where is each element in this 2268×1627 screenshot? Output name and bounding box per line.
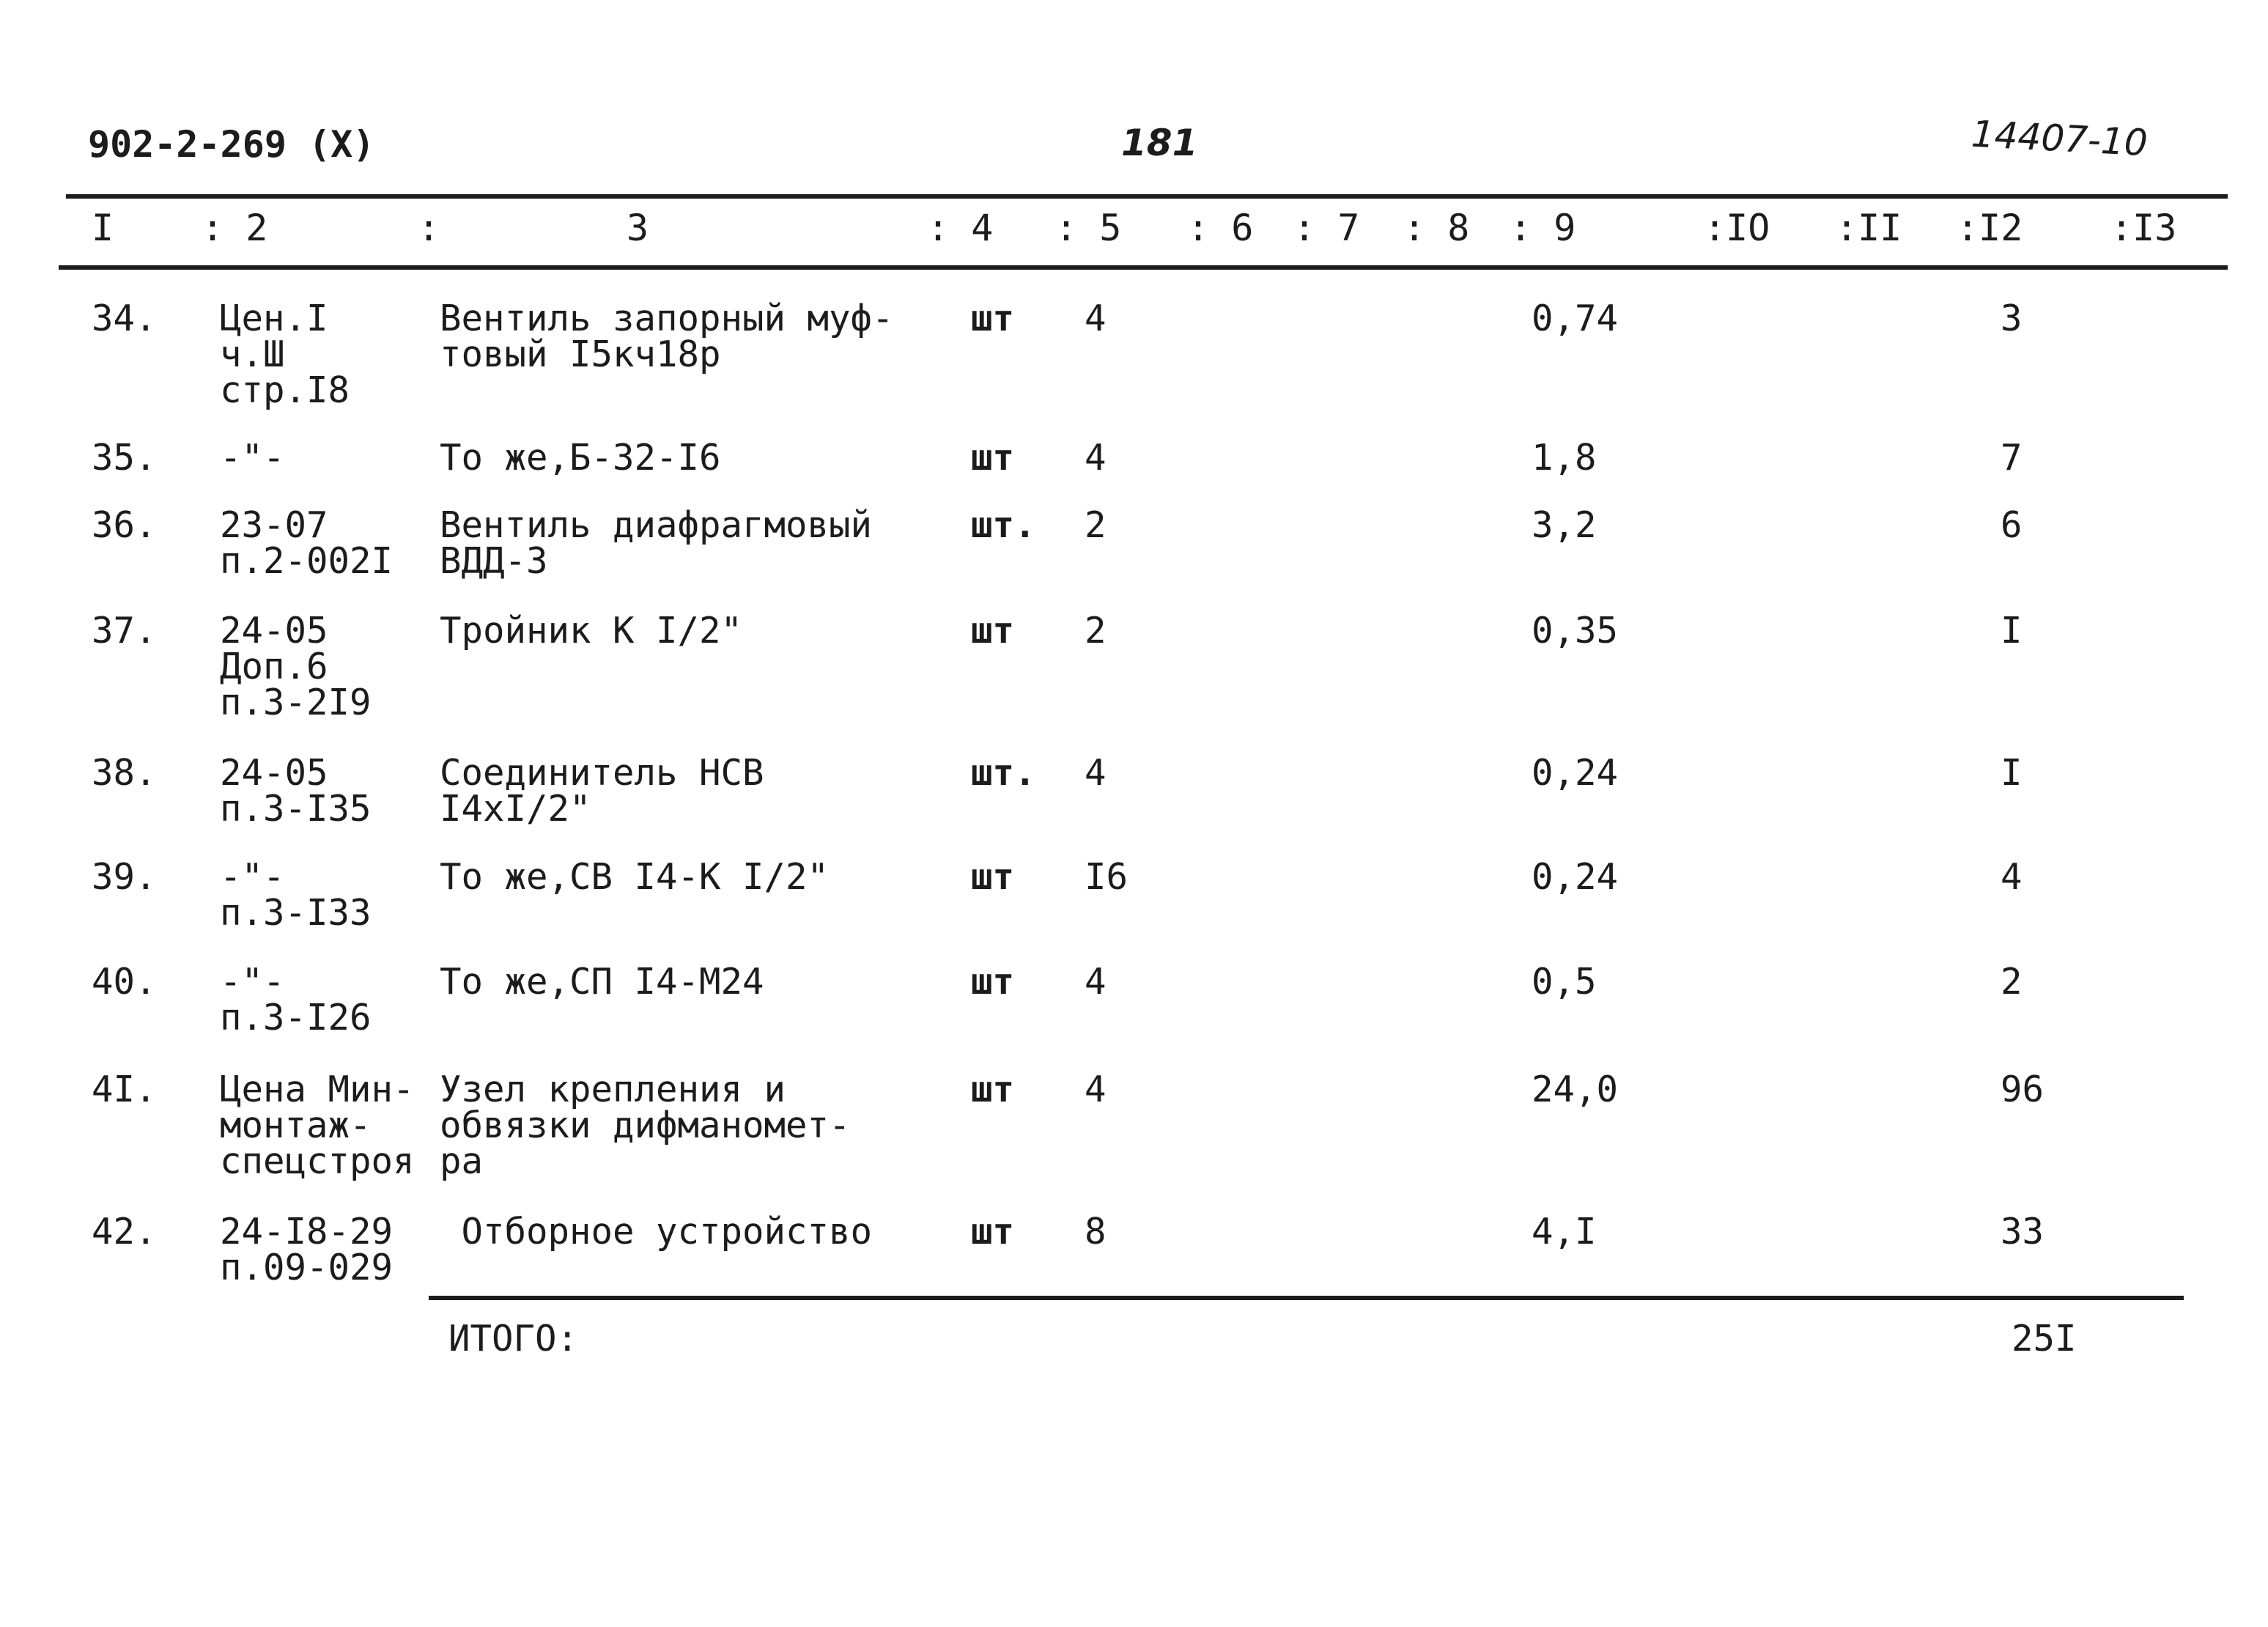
cell-price: 24,0 [1532,1069,1619,1110]
table-top-rule [66,194,2228,199]
cell-sum: 7 [2001,437,2023,479]
cell-price: 3,2 [1532,504,1597,546]
total-value: 25I [2012,1318,2077,1359]
cell-sum: 33 [2001,1211,2044,1252]
column-header: : 2 [202,207,268,249]
cell-qty: 8 [1085,1211,1107,1252]
cell-sum: 3 [2001,298,2023,339]
cell-name: То же,СП I4-М24 [440,961,764,1003]
cell-price: 4,I [1532,1211,1597,1252]
cell-price: 0,35 [1532,610,1619,652]
cell-ref: 24-05 п.3-I35 [220,752,372,830]
cell-qty: 4 [1085,961,1107,1003]
column-header: 3 [627,207,649,249]
cell-sum: 96 [2001,1069,2044,1110]
cell-sum: 6 [2001,504,2023,546]
cell-sum: I [2001,752,2023,794]
cell-unit: шт [971,610,1015,652]
column-header: : 9 [1510,207,1576,249]
cell-num: 42. [92,1211,157,1252]
page-number: 181 [1121,122,1198,164]
cell-num: 34. [92,298,157,339]
cell-price: 0,5 [1532,961,1597,1003]
cell-num: 38. [92,752,157,794]
column-header: :I3 [2110,207,2177,249]
column-header: :I2 [1957,207,2023,249]
cell-num: 39. [92,856,157,898]
total-rule [429,1296,2184,1300]
column-header: : 4 [927,207,994,249]
cell-unit: шт [971,298,1015,339]
cell-unit: шт [971,1211,1015,1252]
column-header: : 8 [1403,207,1470,249]
cell-ref: -"- п.3-I33 [220,856,372,934]
cell-sum: I [2001,610,2023,652]
cell-qty: 2 [1085,610,1107,652]
cell-qty: 2 [1085,504,1107,546]
cell-sum: 4 [2001,856,2023,898]
column-header: : 5 [1055,207,1122,249]
cell-name: Узел крепления и обвязки дифманомет- ра [440,1069,851,1182]
cell-price: 1,8 [1532,437,1597,479]
cell-ref: -"- п.3-I26 [220,961,372,1038]
cell-unit: шт [971,1069,1015,1110]
document-code: 902-2-269 (X) [88,123,375,166]
cell-sum: 2 [2001,961,2023,1003]
cell-name: Тройник К I/2" [440,610,743,652]
cell-unit: шт. [971,752,1036,794]
cell-unit: шт [971,856,1015,898]
cell-name: То же,СВ I4-К I/2" [440,856,830,898]
cell-qty: I6 [1085,856,1129,898]
cell-ref: -"- [220,437,285,479]
table-header-bottom-rule [59,265,2228,270]
column-header: : 7 [1293,207,1360,249]
cell-unit: шт. [971,504,1036,546]
cell-num: 37. [92,610,157,652]
cell-qty: 4 [1085,752,1107,794]
cell-name: Отборное устройство [440,1211,873,1252]
cell-ref: 23-07 п.2-002I [220,504,394,582]
total-label: ИТОГО: [448,1318,579,1359]
column-header: :II [1836,207,1902,249]
archive-number: 14407-10 [1970,112,2149,165]
cell-name: Вентиль диафрагмовый ВДД-3 [440,504,873,582]
cell-price: 0,74 [1532,298,1619,339]
cell-unit: шт [971,961,1015,1003]
cell-price: 0,24 [1532,856,1619,898]
cell-ref: Цен.I ч.Ш стр.I8 [220,298,350,411]
column-header: : [418,207,440,249]
cell-qty: 4 [1085,298,1107,339]
cell-num: 35. [92,437,157,479]
cell-num: 4I. [92,1069,157,1110]
column-header: :IO [1704,207,1770,249]
column-header: : 6 [1187,207,1254,249]
cell-num: 36. [92,504,157,546]
cell-name: Соединитель НСВ I4xI/2" [440,752,764,830]
cell-qty: 4 [1085,437,1107,479]
cell-ref: Цена Мин- монтаж- спецстроя [220,1069,415,1182]
cell-ref: 24-05 Доп.6 п.3-2I9 [220,610,372,723]
cell-name: Вентиль запорный муф- товый I5кч18р [440,298,894,375]
cell-name: То же,Б-32-I6 [440,437,721,479]
cell-price: 0,24 [1532,752,1619,794]
column-header: I [92,207,114,249]
cell-qty: 4 [1085,1069,1107,1110]
cell-unit: шт [971,437,1015,479]
cell-num: 40. [92,961,157,1003]
cell-ref: 24-I8-29 п.09-029 [220,1211,394,1288]
